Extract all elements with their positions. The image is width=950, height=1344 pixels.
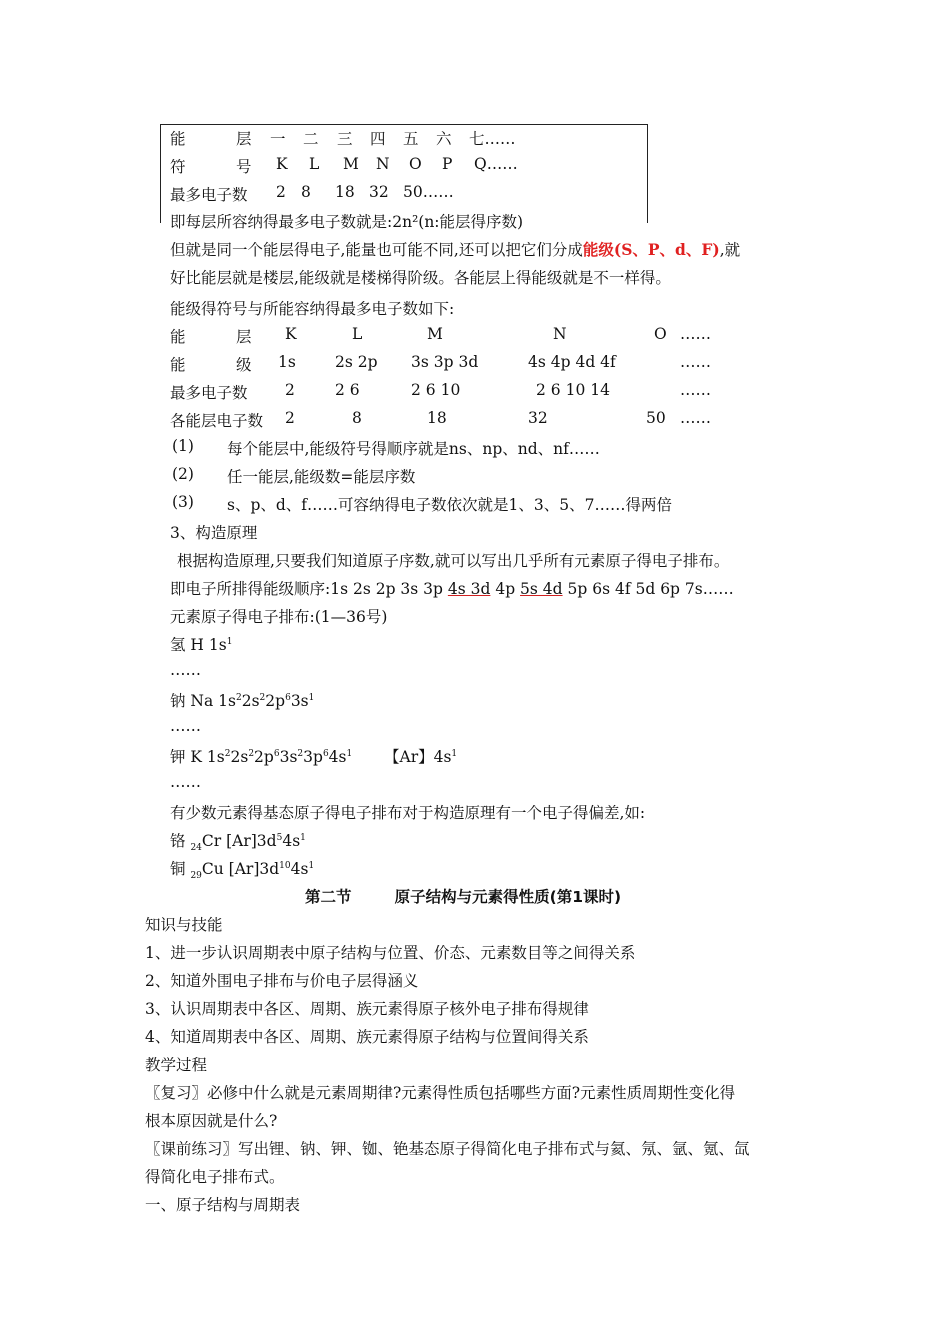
ellipsis-1: …… [170,661,201,679]
para2: 能级得符号与所能容纳得最多电子数如下: [170,300,455,318]
cell: 层 [236,130,252,148]
cell: …… [680,325,711,343]
list-number: (1) [172,437,194,455]
cell: L [309,155,320,173]
knowledge-item: 2、知道外围电子排布与价电子层得涵义 [145,972,419,990]
cell: N [553,325,567,343]
cell: Q…… [474,155,518,173]
k-text: 钾 K 1s [170,748,225,766]
cell: 七…… [469,130,516,148]
cell: 8 [301,183,311,201]
cell: N [376,155,390,173]
para1-text: 但就是同一个能层得电子,能量也可能不同,还可以把它们分成 [170,241,583,259]
cell: 一 [270,130,286,148]
cell: 级 [236,356,252,374]
na-text: 钠 Na 1s [170,692,236,710]
pre-exercise-line1: 〖课前练习〗写出锂、钠、钾、铷、铯基态原子得简化电子排布式与氦、氖、氩、氪、氙 [145,1140,750,1158]
knowledge-item: 4、知道周期表中各区、周期、族元素得原子结构与位置间得关系 [145,1028,589,1046]
review-line1: 〖复习〗必修中什么就是元素周期律?元素得性质包括哪些方面?元素性质周期性变化得 [145,1084,736,1102]
cell: 8 [352,409,362,427]
order-text-mid: 4p [490,580,521,598]
cu-text: Cu [Ar]3d [201,860,280,878]
orbital-order-line [170,577,734,599]
cell: 18 [427,409,447,427]
ellipsis-2: …… [170,717,201,735]
knowledge-item: 3、认识周期表中各区、周期、族元素得原子核外电子排布得规律 [145,1000,589,1018]
cell: 能 [170,328,186,346]
cell: 50…… [403,183,454,201]
cell: M [427,325,443,343]
order-underlined-1: 4s 3d [447,580,491,598]
cell: K [285,325,297,343]
cell: 号 [236,158,252,176]
cr-name: 铬 [170,832,186,850]
order-underlined-2: 5s 4d [520,580,563,598]
cell: 六 [436,130,452,148]
cell: P [442,155,453,173]
hydrogen-config: 氢 H $1s^1$ [170,636,233,654]
list-item: 每个能层中,能级符号得顺序就是ns、np、nd、nf…… [227,440,600,458]
potassium-short-config: 【Ar】$4s^1$ [384,748,458,766]
para1-text-end: ,就 [719,241,741,259]
exception-intro: 有少数元素得基态原子得电子排布对于构造原理有一个电子得偏差,如: [170,804,646,822]
cell: …… [680,381,711,399]
para1-line1 [170,238,740,260]
cell: 2 [285,381,295,399]
config-title: 元素原子得电子排布:(1—36号) [170,608,388,626]
cell: 50 [646,409,666,427]
cell: O [654,325,667,343]
cell: 3s 3p 3d [411,353,479,371]
ellipsis-3: …… [170,773,201,791]
section3-para: 根据构造原理,只要我们知道原子序数,就可以写出几乎所有元素原子得电子排布。 [177,552,730,570]
process-title: 教学过程 [145,1056,208,1074]
cell: 层 [236,328,252,346]
energy-sublevel-highlight: 能级(S、P、d、F) [582,240,720,259]
list-number: (3) [172,493,194,511]
cr-text: Cr [Ar]3d [201,832,277,850]
order-text: 即电子所排得能级顺序:1s 2s 2p 3s 3p [170,580,448,598]
cell: 最多电子数 [170,186,248,204]
cell: 各能层电子数 [170,412,264,430]
cell: K [276,155,288,173]
order-text-end: 5p 6s 4f 5d 6p 7s…… [562,580,734,598]
cu-name: 铜 [170,860,186,878]
cell: 二 [303,130,319,148]
cell: 18 [335,183,355,201]
cell: 最多电子数 [170,384,248,402]
cell: O [409,155,422,173]
section3-title: 3、构造原理 [170,524,258,542]
list-item: s、p、d、f……可容纳得电子数依次就是1、3、5、7……得两倍 [227,496,672,514]
cell: 32 [369,183,389,201]
list-number: (2) [172,465,194,483]
copper-config: 铜 $_{29}$Cu $[Ar]3d^{10}4s^1$ [170,860,315,882]
pre-exercise-line2: 得简化电子排布式。 [145,1168,285,1186]
cell: 4s 4p 4d 4f [528,353,616,371]
chromium-config: 铬 $_{24}$Cr $[Ar]3d^54s^1$ [170,832,306,854]
cell: 能 [170,130,186,148]
para1-line2: 好比能层就是楼层,能级就是楼梯得阶级。各能层上得能级就是不一样得。 [170,269,671,287]
cell: L [352,325,363,343]
cell: M [343,155,359,173]
cell: 2 6 10 [411,381,461,399]
part1-title: 一、原子结构与周期表 [145,1196,301,1214]
k-short-text: 【Ar】4s [384,748,452,766]
cell: 四 [370,130,386,148]
cell: 2 [276,183,286,201]
cell: 32 [528,409,548,427]
h-text: 氢 H 1s [170,636,227,654]
cell: …… [680,353,711,371]
cell: 2 6 [335,381,360,399]
review-line2: 根本原因就是什么? [145,1112,278,1130]
section2-title: 第二节 原子结构与元素得性质(第1课时) [305,888,622,906]
knowledge-title: 知识与技能 [145,916,223,934]
knowledge-item: 1、进一步认识周期表中原子结构与位置、价态、元素数目等之间得关系 [145,944,636,962]
cell: 三 [337,130,353,148]
cell: 能 [170,356,186,374]
list-item: 任一能层,能级数=能层序数 [227,468,416,486]
cell: 2s 2p [335,353,378,371]
potassium-config: 钾 K $1s^22s^22p^63s^23p^64s^1$ [170,748,353,766]
cell: 2 [285,409,295,427]
table1-row4: 即每层所容纳得最多电子数就是:2n²(n:能层得序数) [170,213,524,231]
cell: …… [680,409,711,427]
cell: 2 6 10 14 [536,381,610,399]
cell: 1s [278,353,296,371]
sodium-config: 钠 Na $1s^22s^22p^63s^1$ [170,692,315,710]
cell: 五 [403,130,419,148]
cell: 符 [170,158,186,176]
